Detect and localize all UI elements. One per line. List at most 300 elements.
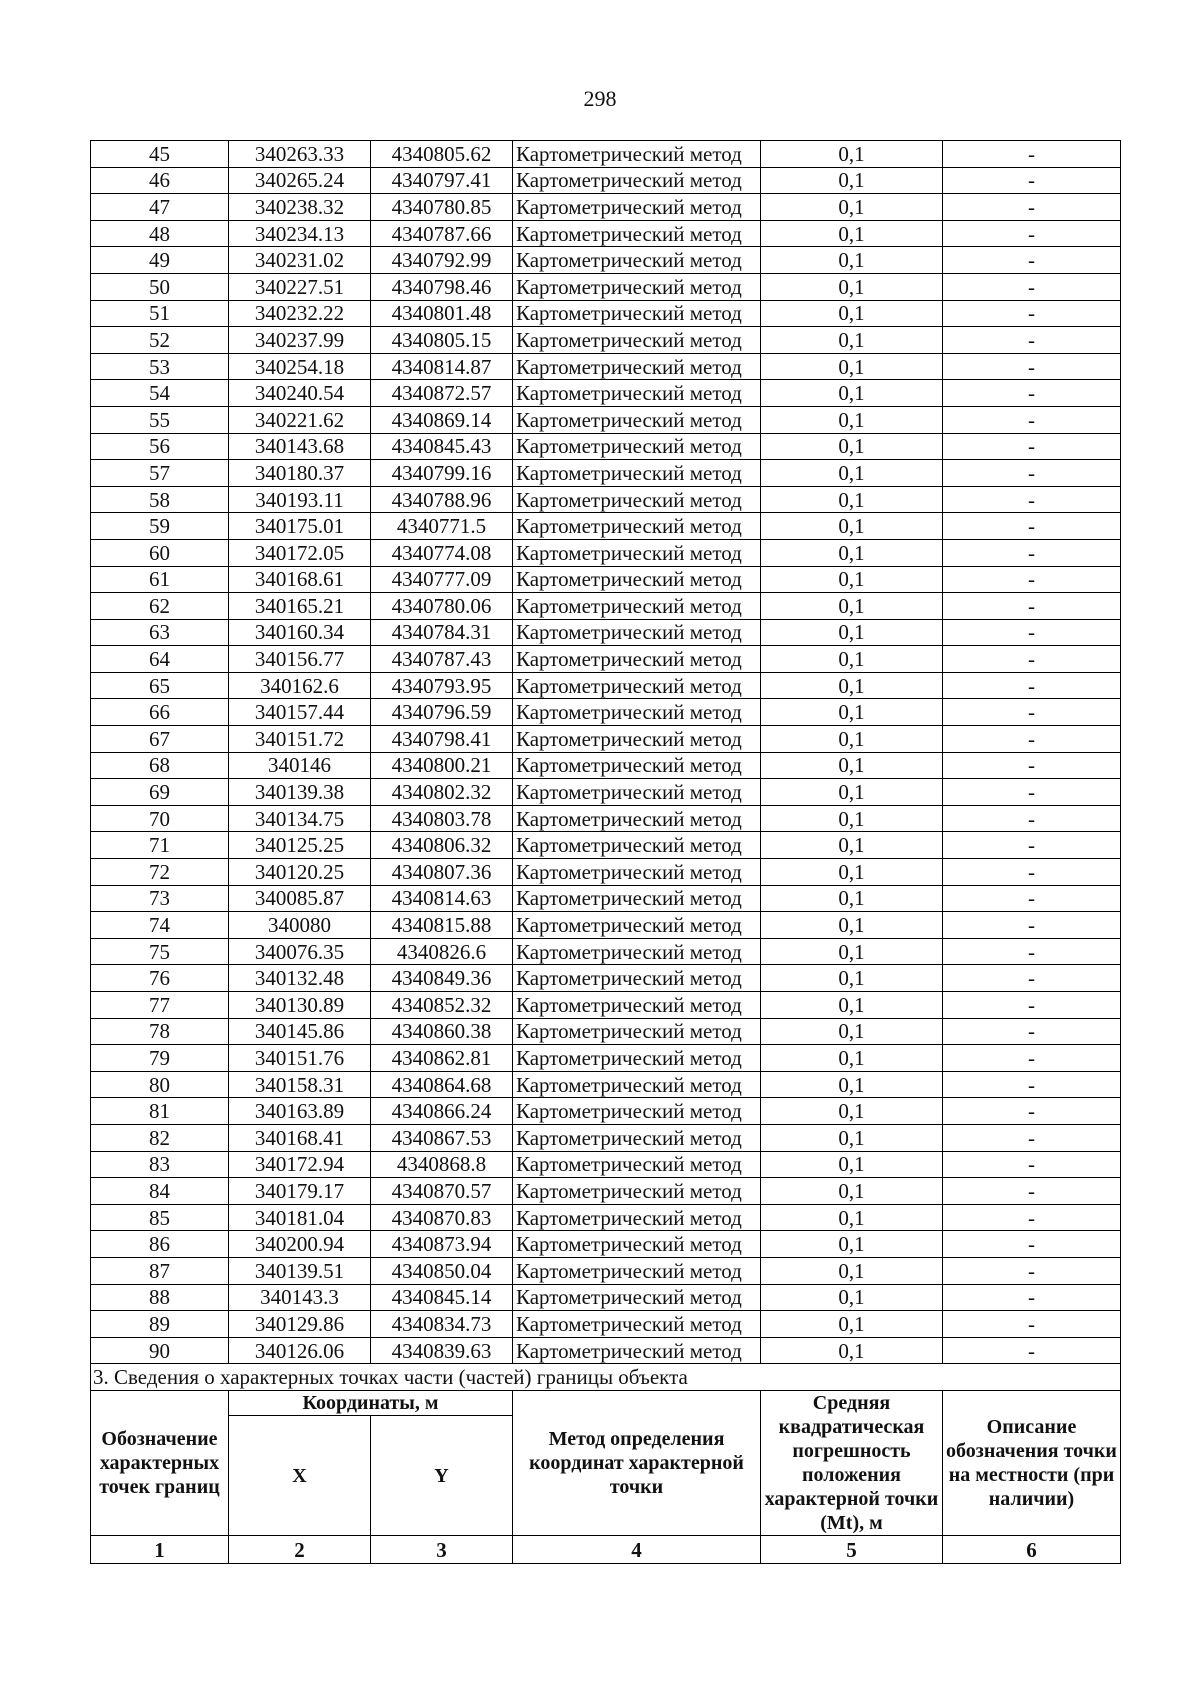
description-cell: -	[943, 805, 1121, 832]
y-coordinate-cell: 4340796.59	[371, 699, 513, 726]
column-number: 2	[229, 1536, 371, 1564]
x-coordinate-cell: 340180.37	[229, 460, 371, 487]
header-x: X	[229, 1416, 371, 1536]
y-coordinate-cell: 4340774.08	[371, 539, 513, 566]
description-cell: -	[943, 912, 1121, 939]
point-number-cell: 65	[91, 672, 229, 699]
x-coordinate-cell: 340172.94	[229, 1151, 371, 1178]
description-cell: -	[943, 247, 1121, 274]
method-cell: Картометрический метод	[513, 460, 761, 487]
table-row	[91, 406, 1121, 433]
mean-error-cell: 0,1	[761, 1178, 943, 1205]
mean-error-cell: 0,1	[761, 699, 943, 726]
point-number-cell: 79	[91, 1045, 229, 1072]
description-cell: -	[943, 1204, 1121, 1231]
table-row	[91, 1178, 1121, 1205]
description-cell: -	[943, 885, 1121, 912]
method-cell: Картометрический метод	[513, 1257, 761, 1284]
point-number-cell: 89	[91, 1311, 229, 1338]
description-cell: -	[943, 433, 1121, 460]
x-coordinate-cell: 340145.86	[229, 1018, 371, 1045]
table-row	[91, 247, 1121, 274]
point-number-cell: 49	[91, 247, 229, 274]
y-coordinate-cell: 4340784.31	[371, 619, 513, 646]
y-coordinate-cell: 4340845.43	[371, 433, 513, 460]
mean-error-cell: 0,1	[761, 965, 943, 992]
point-number-cell: 45	[91, 141, 229, 168]
y-coordinate-cell: 4340807.36	[371, 859, 513, 886]
page-number: 298	[583, 86, 617, 111]
y-coordinate-cell: 4340780.85	[371, 194, 513, 221]
table-row	[91, 805, 1121, 832]
x-coordinate-cell: 340139.38	[229, 779, 371, 806]
mean-error-cell: 0,1	[761, 1231, 943, 1258]
x-coordinate-cell: 340143.3	[229, 1284, 371, 1311]
description-cell: -	[943, 353, 1121, 380]
column-number: 6	[943, 1536, 1121, 1564]
mean-error-cell: 0,1	[761, 566, 943, 593]
x-coordinate-cell: 340254.18	[229, 353, 371, 380]
mean-error-cell: 0,1	[761, 539, 943, 566]
point-number-cell: 51	[91, 300, 229, 327]
point-number-cell: 53	[91, 353, 229, 380]
mean-error-cell: 0,1	[761, 672, 943, 699]
coordinates-table	[90, 140, 1121, 1564]
y-coordinate-cell: 4340798.46	[371, 273, 513, 300]
table-row	[91, 912, 1121, 939]
mean-error-cell: 0,1	[761, 593, 943, 620]
mean-error-cell: 0,1	[761, 1124, 943, 1151]
point-number-cell: 61	[91, 566, 229, 593]
method-cell: Картометрический метод	[513, 672, 761, 699]
description-cell: -	[943, 406, 1121, 433]
method-cell: Картометрический метод	[513, 1204, 761, 1231]
section-3-header-row	[91, 1391, 1121, 1416]
x-coordinate-cell: 340125.25	[229, 832, 371, 859]
y-coordinate-cell: 4340777.09	[371, 566, 513, 593]
method-cell: Картометрический метод	[513, 726, 761, 753]
x-coordinate-cell: 340160.34	[229, 619, 371, 646]
y-coordinate-cell: 4340826.6	[371, 938, 513, 965]
method-cell: Картометрический метод	[513, 832, 761, 859]
description-cell: -	[943, 141, 1121, 168]
mean-error-cell: 0,1	[761, 247, 943, 274]
method-cell: Картометрический метод	[513, 513, 761, 540]
x-coordinate-cell: 340163.89	[229, 1098, 371, 1125]
point-number-cell: 46	[91, 167, 229, 194]
x-coordinate-cell: 340134.75	[229, 805, 371, 832]
method-cell: Картометрический метод	[513, 938, 761, 965]
table-row	[91, 619, 1121, 646]
section-3-block	[91, 1364, 1121, 1564]
y-coordinate-cell: 4340780.06	[371, 593, 513, 620]
x-coordinate-cell: 340132.48	[229, 965, 371, 992]
table-row	[91, 1151, 1121, 1178]
description-cell: -	[943, 593, 1121, 620]
description-cell: -	[943, 859, 1121, 886]
x-coordinate-cell: 340085.87	[229, 885, 371, 912]
method-cell: Картометрический метод	[513, 992, 761, 1019]
point-number-cell: 62	[91, 593, 229, 620]
method-cell: Картометрический метод	[513, 805, 761, 832]
description-cell: -	[943, 726, 1121, 753]
mean-error-cell: 0,1	[761, 1071, 943, 1098]
column-number: 5	[761, 1536, 943, 1564]
point-number-cell: 54	[91, 380, 229, 407]
point-number-cell: 84	[91, 1178, 229, 1205]
table-row	[91, 220, 1121, 247]
table-row	[91, 726, 1121, 753]
description-cell: -	[943, 380, 1121, 407]
table-row	[91, 779, 1121, 806]
y-coordinate-cell: 4340834.73	[371, 1311, 513, 1338]
method-cell: Картометрический метод	[513, 433, 761, 460]
point-number-cell: 86	[91, 1231, 229, 1258]
x-coordinate-cell: 340126.06	[229, 1337, 371, 1364]
method-cell: Картометрический метод	[513, 167, 761, 194]
point-number-cell: 69	[91, 779, 229, 806]
point-number-cell: 63	[91, 619, 229, 646]
description-cell: -	[943, 300, 1121, 327]
description-cell: -	[943, 327, 1121, 354]
description-cell: -	[943, 965, 1121, 992]
y-coordinate-cell: 4340850.04	[371, 1257, 513, 1284]
method-cell: Картометрический метод	[513, 912, 761, 939]
method-cell: Картометрический метод	[513, 566, 761, 593]
point-number-cell: 87	[91, 1257, 229, 1284]
point-number-cell: 74	[91, 912, 229, 939]
column-number: 1	[91, 1536, 229, 1564]
mean-error-cell: 0,1	[761, 167, 943, 194]
description-cell: -	[943, 646, 1121, 673]
description-cell: -	[943, 167, 1121, 194]
x-coordinate-cell: 340172.05	[229, 539, 371, 566]
point-number-cell: 58	[91, 486, 229, 513]
x-coordinate-cell: 340232.22	[229, 300, 371, 327]
mean-error-cell: 0,1	[761, 513, 943, 540]
x-coordinate-cell: 340168.61	[229, 566, 371, 593]
method-cell: Картометрический метод	[513, 593, 761, 620]
x-coordinate-cell: 340139.51	[229, 1257, 371, 1284]
description-cell: -	[943, 1257, 1121, 1284]
point-number-cell: 88	[91, 1284, 229, 1311]
y-coordinate-cell: 4340787.43	[371, 646, 513, 673]
y-coordinate-cell: 4340806.32	[371, 832, 513, 859]
mean-error-cell: 0,1	[761, 1257, 943, 1284]
y-coordinate-cell: 4340805.15	[371, 327, 513, 354]
x-coordinate-cell: 340130.89	[229, 992, 371, 1019]
x-coordinate-cell: 340146	[229, 752, 371, 779]
method-cell: Картометрический метод	[513, 327, 761, 354]
mean-error-cell: 0,1	[761, 460, 943, 487]
x-coordinate-cell: 340238.32	[229, 194, 371, 221]
method-cell: Картометрический метод	[513, 300, 761, 327]
method-cell: Картометрический метод	[513, 141, 761, 168]
mean-error-cell: 0,1	[761, 1098, 943, 1125]
column-number: 4	[513, 1536, 761, 1564]
description-cell: -	[943, 1284, 1121, 1311]
x-coordinate-cell: 340080	[229, 912, 371, 939]
table-row	[91, 1018, 1121, 1045]
y-coordinate-cell: 4340868.8	[371, 1151, 513, 1178]
table-row	[91, 380, 1121, 407]
description-cell: -	[943, 672, 1121, 699]
table-row	[91, 1071, 1121, 1098]
table-row	[91, 1098, 1121, 1125]
point-number-cell: 50	[91, 273, 229, 300]
table-row	[91, 141, 1121, 168]
table-row	[91, 885, 1121, 912]
mean-error-cell: 0,1	[761, 353, 943, 380]
x-coordinate-cell: 340234.13	[229, 220, 371, 247]
table-row	[91, 327, 1121, 354]
y-coordinate-cell: 4340866.24	[371, 1098, 513, 1125]
description-cell: -	[943, 1231, 1121, 1258]
point-number-cell: 52	[91, 327, 229, 354]
mean-error-cell: 0,1	[761, 1151, 943, 1178]
point-number-cell: 68	[91, 752, 229, 779]
method-cell: Картометрический метод	[513, 273, 761, 300]
method-cell: Картометрический метод	[513, 1231, 761, 1258]
table-row	[91, 1311, 1121, 1338]
header-point-designation: Обозначение характерных точек границ	[91, 1391, 229, 1536]
table-row	[91, 832, 1121, 859]
y-coordinate-cell: 4340798.41	[371, 726, 513, 753]
point-number-cell: 48	[91, 220, 229, 247]
x-coordinate-cell: 340158.31	[229, 1071, 371, 1098]
point-number-cell: 72	[91, 859, 229, 886]
x-coordinate-cell: 340129.86	[229, 1311, 371, 1338]
method-cell: Картометрический метод	[513, 1071, 761, 1098]
mean-error-cell: 0,1	[761, 273, 943, 300]
x-coordinate-cell: 340193.11	[229, 486, 371, 513]
mean-error-cell: 0,1	[761, 220, 943, 247]
x-coordinate-cell: 340143.68	[229, 433, 371, 460]
x-coordinate-cell: 340237.99	[229, 327, 371, 354]
method-cell: Картометрический метод	[513, 965, 761, 992]
point-number-cell: 47	[91, 194, 229, 221]
point-number-cell: 81	[91, 1098, 229, 1125]
y-coordinate-cell: 4340852.32	[371, 992, 513, 1019]
y-coordinate-cell: 4340771.5	[371, 513, 513, 540]
description-cell: -	[943, 1098, 1121, 1125]
table-row	[91, 593, 1121, 620]
method-cell: Картометрический метод	[513, 247, 761, 274]
table-row	[91, 699, 1121, 726]
table-row	[91, 1284, 1121, 1311]
y-coordinate-cell: 4340793.95	[371, 672, 513, 699]
table-row	[91, 859, 1121, 886]
method-cell: Картометрический метод	[513, 779, 761, 806]
mean-error-cell: 0,1	[761, 859, 943, 886]
point-number-cell: 90	[91, 1337, 229, 1364]
y-coordinate-cell: 4340815.88	[371, 912, 513, 939]
mean-error-cell: 0,1	[761, 141, 943, 168]
mean-error-cell: 0,1	[761, 406, 943, 433]
mean-error-cell: 0,1	[761, 805, 943, 832]
description-cell: -	[943, 1124, 1121, 1151]
table-row	[91, 513, 1121, 540]
table-row	[91, 965, 1121, 992]
x-coordinate-cell: 340162.6	[229, 672, 371, 699]
description-cell: -	[943, 566, 1121, 593]
description-cell: -	[943, 1311, 1121, 1338]
description-cell: -	[943, 1178, 1121, 1205]
table-row	[91, 752, 1121, 779]
method-cell: Картометрический метод	[513, 699, 761, 726]
point-number-cell: 85	[91, 1204, 229, 1231]
point-number-cell: 66	[91, 699, 229, 726]
mean-error-cell: 0,1	[761, 1311, 943, 1338]
y-coordinate-cell: 4340870.57	[371, 1178, 513, 1205]
method-cell: Картометрический метод	[513, 619, 761, 646]
description-cell: -	[943, 539, 1121, 566]
point-number-cell: 56	[91, 433, 229, 460]
y-coordinate-cell: 4340839.63	[371, 1337, 513, 1364]
x-coordinate-cell: 340168.41	[229, 1124, 371, 1151]
coordinates-table-body	[91, 141, 1121, 1364]
table-row	[91, 167, 1121, 194]
description-cell: -	[943, 938, 1121, 965]
header-y: Y	[371, 1416, 513, 1536]
method-cell: Картометрический метод	[513, 380, 761, 407]
y-coordinate-cell: 4340797.41	[371, 167, 513, 194]
description-cell: -	[943, 1045, 1121, 1072]
y-coordinate-cell: 4340814.63	[371, 885, 513, 912]
x-coordinate-cell: 340200.94	[229, 1231, 371, 1258]
point-number-cell: 55	[91, 406, 229, 433]
x-coordinate-cell: 340181.04	[229, 1204, 371, 1231]
x-coordinate-cell: 340179.17	[229, 1178, 371, 1205]
method-cell: Картометрический метод	[513, 220, 761, 247]
point-number-cell: 75	[91, 938, 229, 965]
mean-error-cell: 0,1	[761, 1018, 943, 1045]
table-row	[91, 1124, 1121, 1151]
mean-error-cell: 0,1	[761, 194, 943, 221]
x-coordinate-cell: 340231.02	[229, 247, 371, 274]
column-number: 3	[371, 1536, 513, 1564]
table-row	[91, 1204, 1121, 1231]
description-cell: -	[943, 992, 1121, 1019]
y-coordinate-cell: 4340805.62	[371, 141, 513, 168]
description-cell: -	[943, 1071, 1121, 1098]
header-description: Описание обозначения точки на местности (при наличии)	[943, 1391, 1121, 1536]
method-cell: Картометрический метод	[513, 406, 761, 433]
y-coordinate-cell: 4340873.94	[371, 1231, 513, 1258]
mean-error-cell: 0,1	[761, 1204, 943, 1231]
mean-error-cell: 0,1	[761, 726, 943, 753]
method-cell: Картометрический метод	[513, 646, 761, 673]
method-cell: Картометрический метод	[513, 1124, 761, 1151]
method-cell: Картометрический метод	[513, 1151, 761, 1178]
x-coordinate-cell: 340076.35	[229, 938, 371, 965]
point-number-cell: 77	[91, 992, 229, 1019]
x-coordinate-cell: 340157.44	[229, 699, 371, 726]
y-coordinate-cell: 4340814.87	[371, 353, 513, 380]
table-row	[91, 433, 1121, 460]
table-row	[91, 486, 1121, 513]
y-coordinate-cell: 4340845.14	[371, 1284, 513, 1311]
point-number-cell: 60	[91, 539, 229, 566]
mean-error-cell: 0,1	[761, 912, 943, 939]
x-coordinate-cell: 340175.01	[229, 513, 371, 540]
header-mean-error: Средняя квадратическая погрешность положения характерной точки (Mt), м	[761, 1391, 943, 1536]
y-coordinate-cell: 4340787.66	[371, 220, 513, 247]
mean-error-cell: 0,1	[761, 486, 943, 513]
point-number-cell: 83	[91, 1151, 229, 1178]
point-number-cell: 70	[91, 805, 229, 832]
point-number-cell: 73	[91, 885, 229, 912]
section-3-title-row	[91, 1364, 1121, 1391]
mean-error-cell: 0,1	[761, 1337, 943, 1364]
x-coordinate-cell: 340265.24	[229, 167, 371, 194]
method-cell: Картометрический метод	[513, 1178, 761, 1205]
y-coordinate-cell: 4340792.99	[371, 247, 513, 274]
table-row	[91, 1231, 1121, 1258]
y-coordinate-cell: 4340864.68	[371, 1071, 513, 1098]
description-cell: -	[943, 1018, 1121, 1045]
mean-error-cell: 0,1	[761, 646, 943, 673]
description-cell: -	[943, 699, 1121, 726]
x-coordinate-cell: 340151.76	[229, 1045, 371, 1072]
point-number-cell: 82	[91, 1124, 229, 1151]
mean-error-cell: 0,1	[761, 752, 943, 779]
header-coordinates: Координаты, м	[229, 1391, 513, 1416]
point-number-cell: 59	[91, 513, 229, 540]
method-cell: Картометрический метод	[513, 539, 761, 566]
y-coordinate-cell: 4340870.83	[371, 1204, 513, 1231]
method-cell: Картометрический метод	[513, 1337, 761, 1364]
table-row	[91, 1337, 1121, 1364]
point-number-cell: 64	[91, 646, 229, 673]
table-row	[91, 194, 1121, 221]
mean-error-cell: 0,1	[761, 779, 943, 806]
y-coordinate-cell: 4340803.78	[371, 805, 513, 832]
y-coordinate-cell: 4340867.53	[371, 1124, 513, 1151]
mean-error-cell: 0,1	[761, 327, 943, 354]
method-cell: Картометрический метод	[513, 1284, 761, 1311]
x-coordinate-cell: 340240.54	[229, 380, 371, 407]
y-coordinate-cell: 4340869.14	[371, 406, 513, 433]
mean-error-cell: 0,1	[761, 1284, 943, 1311]
description-cell: -	[943, 1337, 1121, 1364]
section-3-title: 3. Сведения о характерных точках части (частей) границы объекта	[91, 1364, 1121, 1391]
method-cell: Картометрический метод	[513, 1045, 761, 1072]
table-row	[91, 1045, 1121, 1072]
y-coordinate-cell: 4340860.38	[371, 1018, 513, 1045]
mean-error-cell: 0,1	[761, 1045, 943, 1072]
description-cell: -	[943, 752, 1121, 779]
method-cell: Картометрический метод	[513, 353, 761, 380]
method-cell: Картометрический метод	[513, 194, 761, 221]
column-number-row	[91, 1536, 1121, 1564]
description-cell: -	[943, 832, 1121, 859]
description-cell: -	[943, 1151, 1121, 1178]
mean-error-cell: 0,1	[761, 380, 943, 407]
mean-error-cell: 0,1	[761, 619, 943, 646]
point-number-cell: 78	[91, 1018, 229, 1045]
table-row	[91, 1257, 1121, 1284]
x-coordinate-cell: 340151.72	[229, 726, 371, 753]
method-cell: Картометрический метод	[513, 859, 761, 886]
point-number-cell: 67	[91, 726, 229, 753]
description-cell: -	[943, 486, 1121, 513]
description-cell: -	[943, 460, 1121, 487]
header-method: Метод определения координат характерной точки	[513, 1391, 761, 1536]
y-coordinate-cell: 4340872.57	[371, 380, 513, 407]
y-coordinate-cell: 4340801.48	[371, 300, 513, 327]
table-row	[91, 273, 1121, 300]
